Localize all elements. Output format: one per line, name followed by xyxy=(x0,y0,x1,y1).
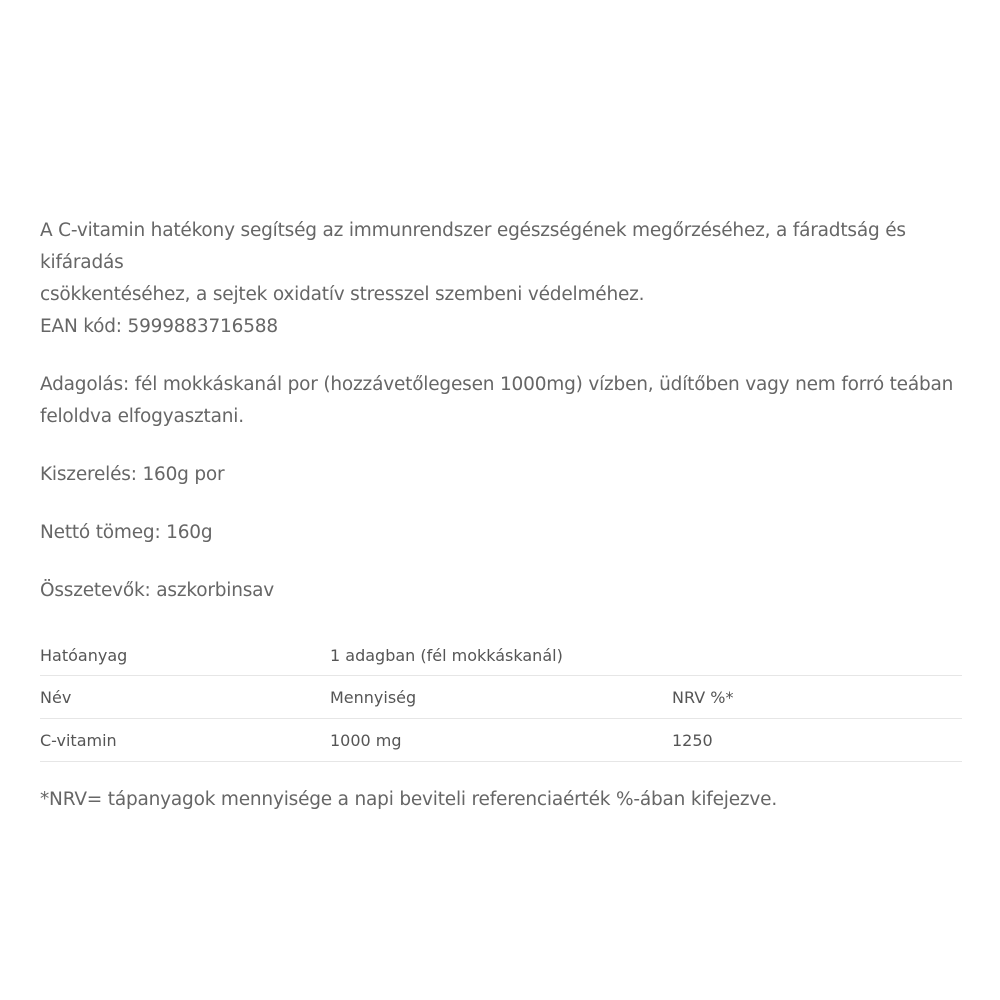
table-cell xyxy=(672,635,962,676)
nutrition-table xyxy=(40,635,962,762)
table-cell: NRV %* xyxy=(672,676,962,719)
table-cell: 1250 xyxy=(672,719,962,762)
nrv-footnote: *NRV= tápanyagok mennyisége a napi beviteli referenciaérték %-ában kifejezve. xyxy=(40,789,778,810)
table-cell: Mennyiség xyxy=(330,676,672,719)
dosage-line-2: feloldva elfogyasztani. xyxy=(40,406,244,427)
intro-paragraph xyxy=(40,215,965,343)
table-cell: 1000 mg xyxy=(330,719,672,762)
table-cell: C-vitamin xyxy=(40,719,330,762)
table-row xyxy=(40,676,962,719)
intro-line-2: csökkentéséhez, a sejtek oxidatív stresszel szembeni védelméhez. xyxy=(40,284,645,305)
packaging-text: Kiszerelés: 160g por xyxy=(40,464,225,485)
ingredients-text: Összetevők: aszkorbinsav xyxy=(40,580,275,601)
table-cell: 1 adagban (fél mokkáskanál) xyxy=(330,635,672,676)
net-weight-text: Nettó tömeg: 160g xyxy=(40,522,213,543)
intro-line-1: A C-vitamin hatékony segítség az immunrendszer egészségének megőrzéséhez, a fáradtság és kifáradás xyxy=(40,220,906,273)
dosage-line-1: Adagolás: fél mokkáskanál por (hozzávetőlegesen 1000mg) vízben, üdítőben vagy nem forró teában xyxy=(40,374,954,395)
product-description xyxy=(40,215,965,816)
dosage-paragraph xyxy=(40,369,965,433)
table-row xyxy=(40,719,962,762)
table-row xyxy=(40,635,962,676)
table-cell: Hatóanyag xyxy=(40,635,330,676)
ean-code: EAN kód: 5999883716588 xyxy=(40,316,278,337)
table-cell: Név xyxy=(40,676,330,719)
